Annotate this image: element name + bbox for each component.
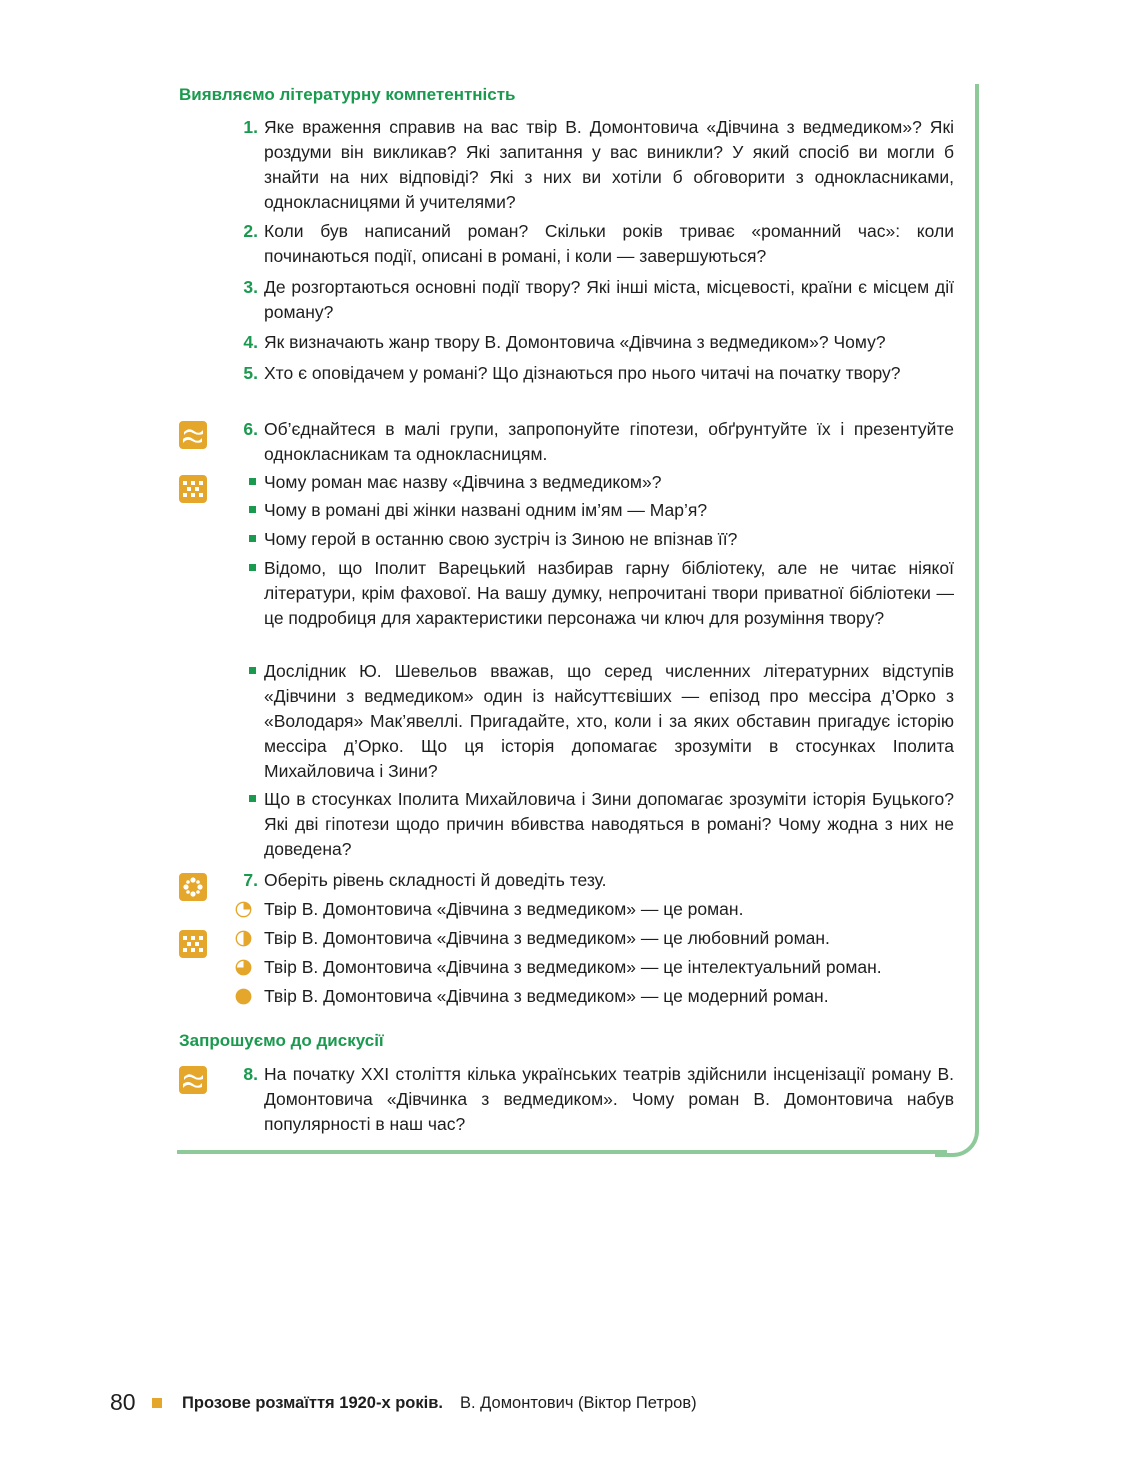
frame-right-border bbox=[975, 84, 979, 1129]
discussion-icon bbox=[179, 1066, 207, 1094]
level-text: Твір В. Домонтовича «Дівчина з ведмедиком» — це любовний роман. bbox=[264, 928, 830, 948]
question-5 bbox=[232, 361, 954, 386]
list-item bbox=[232, 470, 954, 495]
question-4 bbox=[232, 330, 954, 355]
list-item bbox=[232, 498, 954, 523]
difficulty-level-3 bbox=[232, 955, 954, 980]
difficulty-level-4 bbox=[232, 984, 954, 1009]
three-quarter-circle-icon bbox=[235, 959, 252, 976]
question-number: 8. bbox=[243, 1064, 258, 1084]
bullet-text: Що в стосунках Іполита Михайловича і Зини допомагає зрозуміти історія Буцького? Які дві гіпотези щодо причин вбивства наводяться в романі? Чому жодна з них не доведена? bbox=[264, 789, 954, 859]
question-number: 2. bbox=[243, 221, 258, 241]
question-3 bbox=[232, 275, 954, 325]
difficulty-level-1 bbox=[232, 897, 954, 922]
level-text: Твір В. Домонтовича «Дівчина з ведмедиком» — це модерний роман. bbox=[264, 986, 829, 1006]
bullet-text: Чому роман має назву «Дівчина з ведмедиком»? bbox=[264, 472, 662, 492]
question-1 bbox=[232, 115, 954, 215]
group-work-icon bbox=[179, 475, 207, 503]
question-number: 1. bbox=[243, 117, 258, 137]
list-item bbox=[232, 556, 954, 631]
difficulty-choice-icon bbox=[179, 873, 207, 901]
group-work-icon bbox=[179, 930, 207, 958]
question-2 bbox=[232, 219, 954, 269]
bullet-icon bbox=[249, 506, 256, 513]
section-heading-competence: Виявляємо літературну компетентність bbox=[179, 85, 516, 104]
question-text: На початку XXI століття кілька українських театрів здійснили інсценізації роману В. Домонтовича «Дівчинка з ведмедиком». Чому роман В. Домонтовича набув популярності в наш час? bbox=[264, 1064, 954, 1134]
question-text: Як визначають жанр твору В. Домонтовича «Дівчина з ведмедиком»? Чому? bbox=[264, 332, 886, 352]
list-item bbox=[232, 787, 954, 862]
question-number: 4. bbox=[243, 332, 258, 352]
question-6 bbox=[232, 417, 954, 467]
bullet-text: Відомо, що Іполит Варецький назбирав гарну бібліотеку, але не читає ніякої літератури, крім фахової. На вашу думку, непрочитані твори приватної бібліотеки — це подробиця для характеристики персонажа чи ключ для розуміння твору? bbox=[264, 558, 954, 628]
frame-bottom-border bbox=[177, 1150, 947, 1154]
question-text: Де розгортаються основні події твору? Які інші міста, місцевості, країни є місцем дії роману? bbox=[264, 277, 954, 322]
half-circle-icon bbox=[235, 930, 252, 947]
difficulty-level-2 bbox=[232, 926, 954, 951]
bullet-icon bbox=[249, 795, 256, 802]
bullet-text: Чому в романі дві жінки названі одним ім’ям — Мар’я? bbox=[264, 500, 708, 520]
question-text: Коли був написаний роман? Скільки років триває «романний час»: коли починаються події, описані в романі, і коли — завершуються? bbox=[264, 221, 954, 266]
discussion-icon bbox=[179, 421, 207, 449]
bullet-icon bbox=[249, 535, 256, 542]
bullet-icon bbox=[249, 564, 256, 571]
question-text: Оберіть рівень складності й доведіть тезу. bbox=[264, 870, 607, 890]
question-8 bbox=[232, 1062, 954, 1137]
level-text: Твір В. Домонтовича «Дівчина з ведмедиком» — це інтелектуальний роман. bbox=[264, 957, 882, 977]
bullet-text: Дослідник Ю. Шевельов вважав, що серед численних літературних відступів «Дівчини з ведмедиком» один із найсуттєвіших — епізод про мессіра д’Орко з «Володаря» Мак’явеллі. Пригадайте, хто, коли і за яких обставин пригадує історію мессіра д’Орко. Що ця історія допомагає зрозуміти в стосунках Іполита Михайловича і Зини? bbox=[264, 661, 954, 781]
page-number: 80 bbox=[110, 1389, 136, 1415]
bullet-icon bbox=[249, 667, 256, 674]
section-heading-discussion: Запрошуємо до дискусії bbox=[179, 1031, 384, 1050]
question-number: 6. bbox=[243, 419, 258, 439]
question-number: 3. bbox=[243, 277, 258, 297]
chapter-title: Прозове розмаїття 1920-х років. bbox=[182, 1394, 443, 1412]
question-text: Хто є оповідачем у романі? Що дізнаються про нього читачі на початку твору? bbox=[264, 363, 901, 383]
quarter-circle-icon bbox=[235, 901, 252, 918]
list-item bbox=[232, 527, 954, 552]
full-circle-icon bbox=[235, 988, 252, 1005]
chapter-author: В. Домонтович (Віктор Петров) bbox=[460, 1394, 697, 1412]
question-text: Яке враження справив на вас твір В. Домонтовича «Дівчина з ведмедиком»? Які роздуми він викликав? Які запитання у вас виникли? У який спосіб ви могли б знайти на них відповіді? Які з них ви хотіли б обговорити з однокласниками, однокласницями й учителями? bbox=[264, 117, 954, 212]
list-item bbox=[232, 659, 954, 784]
level-text: Твір В. Домонтовича «Дівчина з ведмедиком» — це роман. bbox=[264, 899, 744, 919]
question-number: 7. bbox=[243, 870, 258, 890]
question-7 bbox=[232, 868, 954, 893]
question-number: 5. bbox=[243, 363, 258, 383]
bullet-text: Чому герой в останню свою зустріч із Зиною не впізнав її? bbox=[264, 529, 738, 549]
footer-square-icon bbox=[152, 1398, 162, 1408]
question-text: Об’єднайтеся в малі групи, запропонуйте гіпотези, обґрунтуйте їх і презентуйте однокласникам та однокласницям. bbox=[264, 419, 954, 464]
bullet-icon bbox=[249, 478, 256, 485]
